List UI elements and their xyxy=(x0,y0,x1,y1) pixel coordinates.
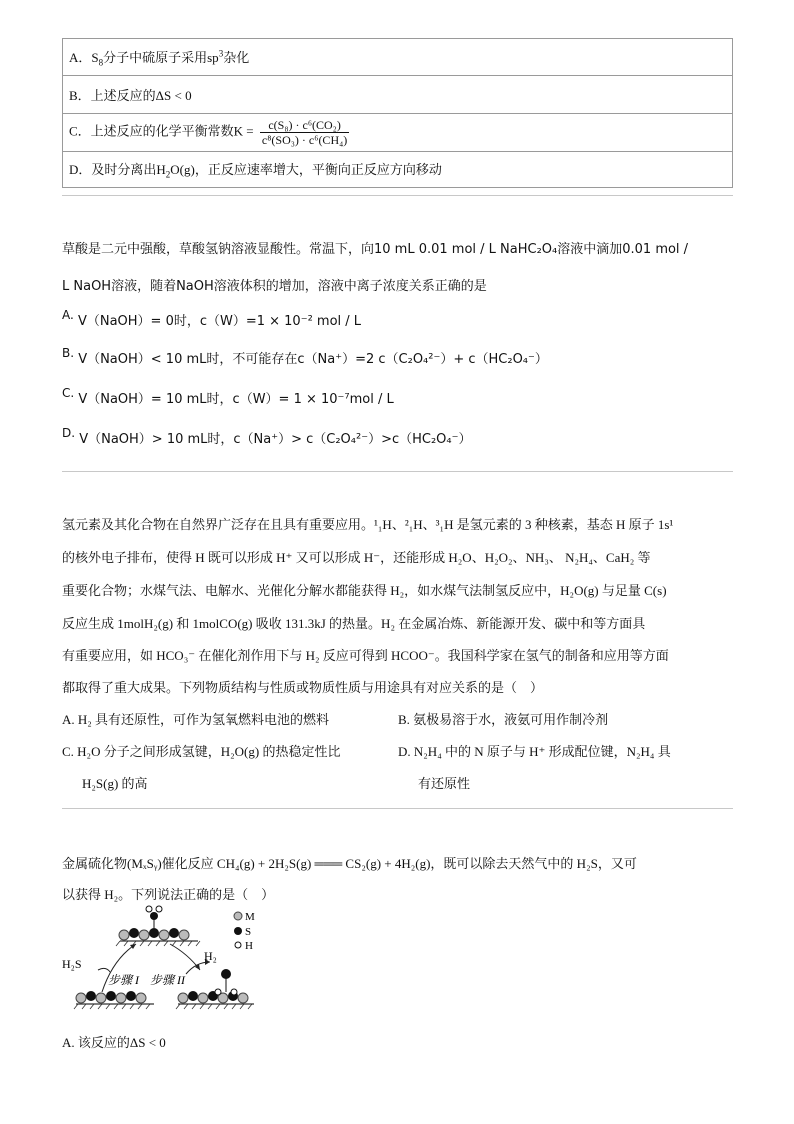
legend-s: S xyxy=(245,926,252,938)
q2-stem-line-2: L NaOH溶液，随着NaOH溶液体积的增加，溶液中离子浓度关系正确的是 xyxy=(62,279,487,294)
q1-option-a-text: S xyxy=(91,49,99,65)
q1-option-d xyxy=(63,152,733,188)
divider xyxy=(62,471,733,472)
q3-option-b: B. 氨极易溶于水，液氨可用作制冷剂 xyxy=(398,712,609,727)
q2-stem-line-1: 草酸是二元中强酸，草酸氢钠溶液显酸性。常温下，向10 mL 0.01 mol / L NaHC₂O₄溶液中滴加0.01 mol / xyxy=(62,242,689,257)
q1-option-c xyxy=(63,114,733,152)
surface-top xyxy=(116,906,200,946)
equilibrium-constant-fraction xyxy=(260,118,349,147)
q3-stem-line-1: 氢元素及其化合物在自然界广泛存在且具有重要应用。¹₁H、²₁H、³₁H 是氢元素的 3 种核素，基态 H 原子 1s¹ xyxy=(62,517,674,532)
q1-option-d-sub: 2 xyxy=(165,169,171,180)
q3-stem-line-5: 有重要应用，如 HCO₃⁻ 在催化剂作用下与 H₂ 反应可得到 HCOO⁻。我国科学家在氢气的制备和应用等方面 xyxy=(62,648,669,663)
q1-options-table xyxy=(62,38,733,188)
label-h2: H₂ xyxy=(204,949,217,963)
divider xyxy=(62,808,733,809)
q1-option-d-label: D． xyxy=(69,162,92,178)
q3-option-c-line-2: H₂S(g) 的高 xyxy=(82,776,148,791)
q3-stem-line-4: 反应生成 1molH₂(g) 和 1molCO(g) 吸收 131.3kJ 的热量。H₂ 在金属冶炼、新能源开发、碳中和等方面具 xyxy=(62,616,646,631)
legend xyxy=(234,911,255,952)
q2-option-a-label: A. xyxy=(62,308,74,322)
q3-stem-line-6: 都取得了重大成果。下列物质结构与性质或物质性质与用途具有对应关系的是（ ） xyxy=(62,680,544,695)
q1-option-c-text: 上述反应的化学平衡常数K = xyxy=(90,123,254,139)
q3-stem-line-3: 重要化合物；水煤气法、电解水、光催化分解水都能获得 H₂，如水煤气法制氢反应中，H₂O(g) 与足量 C(s) xyxy=(62,583,667,598)
surface-bottom-left xyxy=(74,991,154,1009)
q1-option-a-label: A． xyxy=(69,49,92,65)
q2-option-c-label: C. xyxy=(62,386,75,400)
q3-option-d-line-2: 有还原性 xyxy=(418,776,471,791)
q1-option-a-text-c: 杂化 xyxy=(223,49,250,65)
fraction-numerator: c(S₈) · c⁶(CO₂) xyxy=(260,118,349,133)
q3-option-a: A. H₂ 具有还原性，可作为氢氧燃料电池的燃料 xyxy=(62,712,330,727)
q4-stem-line-2: 以获得 H₂。下列说法正确的是（ ） xyxy=(62,887,275,902)
fraction-denominator: c⁸(SO₃) · c⁶(CH₄) xyxy=(261,133,348,147)
q4-option-a: A. 该反应的ΔS < 0 xyxy=(62,1035,166,1050)
q1-option-d-text: 及时分离出H xyxy=(91,162,166,178)
q1-option-a-text-b: 分子中硫原子采用sp xyxy=(103,49,219,65)
q1-option-c-label: C． xyxy=(69,123,91,139)
legend-h: H xyxy=(245,940,253,952)
q2-option-d-text: V（NaOH）> 10 mL时，c（Na⁺）> c（C₂O₄²⁻）>c（HC₂O₄⁻） xyxy=(79,432,472,447)
q1-option-d-text-b: O(g)，正反应速率增大，平衡向正反应方向移动 xyxy=(170,162,442,178)
q2-option-b-label: B. xyxy=(62,346,75,360)
q2-option-c xyxy=(62,388,394,407)
label-h2s: H₂S xyxy=(62,957,82,971)
q2-option-d-label: D. xyxy=(62,426,76,440)
q1-option-b-text: 上述反应的ΔS < 0 xyxy=(90,88,192,103)
q2-option-a xyxy=(62,310,361,329)
catalysis-mechanism-diagram xyxy=(58,904,268,1010)
q1-option-a xyxy=(63,39,733,76)
q2-option-b-text: V（NaOH）< 10 mL时，不可能存在c（Na⁺）=2 c（C₂O₄²⁻）+ c（HC₂O₄⁻） xyxy=(78,352,548,367)
q1-option-b-label: B． xyxy=(69,88,91,103)
divider xyxy=(62,195,733,196)
q3-stem-line-2: 的核外电子排布，使得 H 既可以形成 H⁺ 又可以形成 H⁻，还能形成 H₂O、H₂O₂、NH₃、 N₂H₄、CaH₂ 等 xyxy=(62,550,651,565)
surface-bottom-right xyxy=(176,969,254,1009)
label-step-1: 步骤 I xyxy=(108,973,139,987)
q1-option-a-sup: 3 xyxy=(218,48,224,59)
q3-option-d-line-1: D. N₂H₄ 中的 N 原子与 H⁺ 形成配位键，N₂H₄ 具 xyxy=(398,744,671,759)
q2-option-d xyxy=(62,428,472,447)
q2-option-a-text: V（NaOH）= 0时，c（W）=1 × 10⁻² mol / L xyxy=(77,314,362,329)
label-step-2: 步骤 II xyxy=(150,973,185,987)
q4-stem-line-1: 金属硫化物(MₓSᵧ)催化反应 CH₄(g) + 2H₂S(g) ═══ CS₂(g) + 4H₂(g)，既可以除去天然气中的 H₂S，又可 xyxy=(62,856,637,871)
q3-option-c-line-1: C. H₂O 分子之间形成氢键，H₂O(g) 的热稳定性比 xyxy=(62,744,341,759)
q2-option-b xyxy=(62,348,548,367)
q1-option-a-sub: 8 xyxy=(98,57,104,68)
q1-option-b xyxy=(63,76,733,114)
legend-m: M xyxy=(245,911,255,923)
q2-option-c-text: V（NaOH）= 10 mL时，c（W）= 1 × 10⁻⁷mol / L xyxy=(78,392,394,407)
